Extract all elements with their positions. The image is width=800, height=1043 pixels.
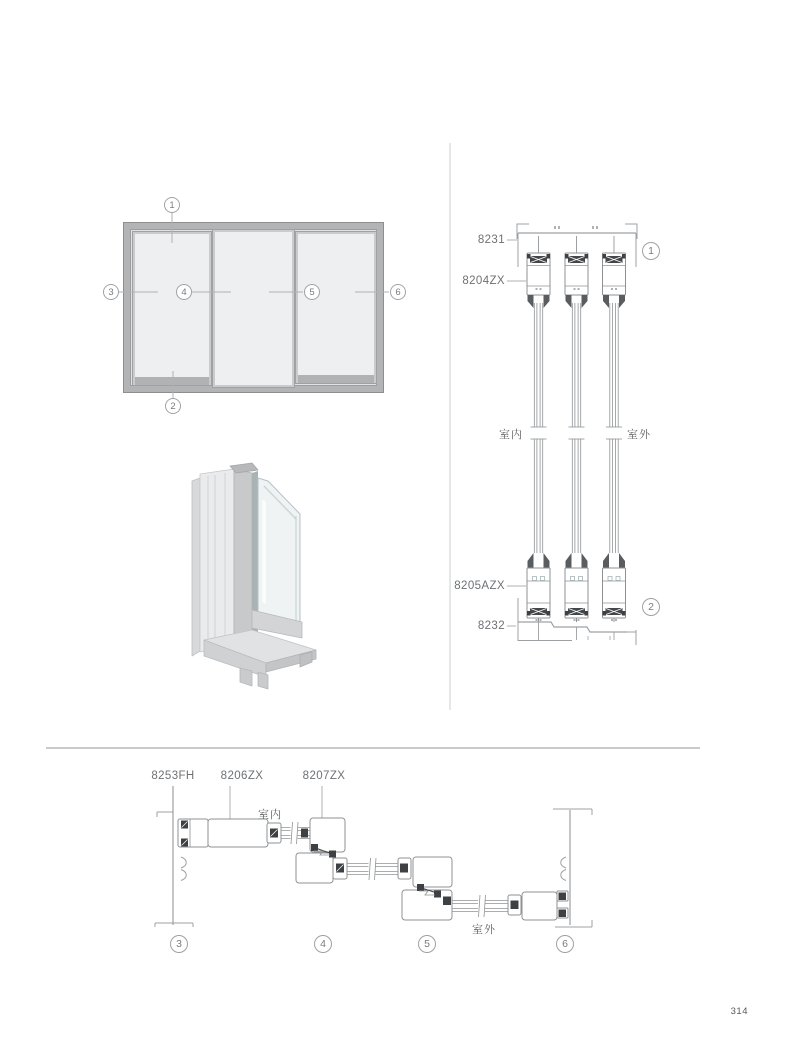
callout-number: 1 — [648, 245, 654, 257]
label-8205azx: 8205AZX — [454, 580, 505, 592]
horizontal-section-drawing — [155, 786, 592, 927]
section-callout-6 — [556, 935, 574, 953]
callout-number: 2 — [648, 601, 654, 613]
section-callout-1 — [642, 242, 660, 260]
section-callout-2 — [642, 598, 660, 616]
callout-number: 6 — [395, 286, 401, 298]
callout-number: 4 — [181, 286, 187, 298]
page-number: 314 — [730, 1006, 748, 1017]
elevation-callout-5 — [304, 284, 320, 300]
callout-number: 3 — [176, 938, 182, 950]
callout-number: 5 — [309, 286, 315, 298]
section-callout-3 — [170, 935, 188, 953]
section-callout-4 — [314, 935, 332, 953]
callout-number: 1 — [169, 199, 175, 211]
callout-number: 2 — [170, 400, 176, 412]
profile-3d-render — [192, 463, 316, 689]
callout-number: 4 — [320, 938, 326, 950]
callout-number: 5 — [424, 938, 430, 950]
label-8232: 8232 — [477, 620, 505, 632]
callout-number: 3 — [108, 286, 114, 298]
elevation-callout-3 — [103, 284, 119, 300]
label-8253fh: 8253FH — [151, 770, 195, 782]
elevation-callout-1 — [164, 197, 180, 213]
indoor-label-horizontal: 室内 — [258, 809, 282, 821]
indoor-label-vertical: 室内 — [499, 429, 523, 441]
elevation-callout-4 — [176, 284, 192, 300]
outdoor-label-vertical: 室外 — [627, 429, 651, 441]
label-8231: 8231 — [477, 234, 505, 246]
elevation-callout-6 — [390, 284, 406, 300]
callout-number: 6 — [562, 938, 568, 950]
label-8207zx: 8207ZX — [302, 770, 346, 782]
outdoor-label-horizontal: 室外 — [472, 924, 496, 936]
section-callout-5 — [418, 935, 436, 953]
label-8206zx: 8206ZX — [220, 770, 264, 782]
elevation-leaders — [119, 213, 389, 398]
label-8204zx: 8204ZX — [462, 275, 505, 287]
elevation-callout-2 — [165, 398, 181, 414]
